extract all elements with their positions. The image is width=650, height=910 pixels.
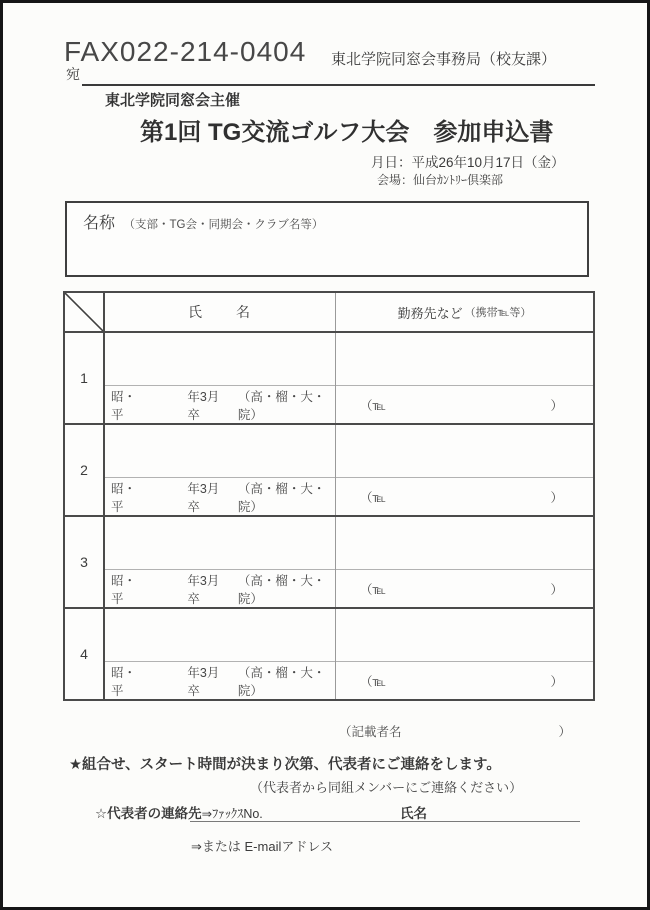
member-row (65, 515, 593, 607)
workplace-cell (336, 609, 593, 699)
workplace-cell (336, 333, 593, 423)
workplace-cell (336, 425, 593, 515)
name-entry-area (105, 609, 335, 662)
name-cell (105, 609, 336, 699)
era-options: 昭・平 (111, 481, 137, 514)
name-cell (105, 333, 336, 423)
tel-field: （℡ ） (360, 582, 563, 597)
row-number: 1 (65, 333, 105, 423)
fax-no-label: ⇒ﾌｧｯｸｽNo. (201, 807, 263, 821)
addressee-label: 宛 (66, 66, 80, 82)
members-table (63, 291, 595, 701)
school-options: （高・榴・大・院） (237, 389, 326, 422)
email-label: ⇒または E-mailアドレス (191, 839, 333, 854)
workplace-entry-area (336, 609, 593, 662)
diagonal-cell (65, 293, 105, 331)
rep-contact-label: ☆代表者の連絡先⇒ﾌｧｯｸｽNo. (95, 806, 263, 821)
note-members: （代表者から同組メンバーにご連絡ください） (250, 780, 523, 795)
group-name-sublabel: （支部・TG会・同期会・クラブ名等） (123, 219, 324, 231)
fax-office-label: 東北学院同窓会事務局（校友課） (331, 51, 557, 68)
tel-field: （℡ ） (360, 490, 563, 505)
addressee-underline (82, 65, 595, 86)
school-options: （高・榴・大・院） (237, 481, 326, 514)
era-options: 昭・平 (111, 665, 137, 698)
diagonal-line (65, 293, 103, 331)
column-header-name: 氏 名 (105, 293, 336, 331)
grad-year-label: 年3月卒 (187, 481, 220, 514)
contact-underline (190, 821, 580, 822)
row-number: 3 (65, 517, 105, 607)
note-contact: ★組合せ、スタート時間が決まり次第、代表者にご連絡をします。 (69, 757, 501, 773)
table-header-row (65, 293, 593, 331)
event-venue: 会場：仙台ｶﾝﾄﾘｰ倶楽部 (377, 173, 504, 187)
row-number: 2 (65, 425, 105, 515)
writer-name-field: （記載者名 ） (339, 725, 571, 739)
group-name-label: 名称 (83, 215, 116, 232)
grad-year-label: 年3月卒 (187, 665, 220, 698)
fax-number: FAX022-214-0404 (64, 36, 307, 67)
era-options: 昭・平 (111, 389, 137, 422)
workplace-entry-area (336, 425, 593, 478)
school-options: （高・榴・大・院） (237, 665, 326, 698)
member-row (65, 607, 593, 699)
school-options: （高・榴・大・院） (237, 573, 326, 606)
grad-info (105, 478, 335, 515)
member-row (65, 331, 593, 423)
grad-year-label: 年3月卒 (187, 389, 220, 422)
tel-field: （℡ ） (360, 398, 563, 413)
rep-name-label: 氏名 (400, 806, 427, 821)
workplace-entry-area (336, 517, 593, 570)
name-entry-area (105, 333, 335, 386)
era-options: 昭・平 (111, 573, 137, 606)
workplace-cell (336, 517, 593, 607)
group-name-box (65, 201, 589, 277)
row-number: 4 (65, 609, 105, 699)
tel-field: （℡ ） (360, 674, 563, 689)
column-header-workplace: 勤務先など （携帯℡等） (397, 305, 532, 321)
grad-info (105, 386, 335, 423)
event-date: 月日：平成26年10月17日（金） (371, 155, 565, 170)
member-row (65, 423, 593, 515)
workplace-entry-area (336, 333, 593, 386)
grad-info (105, 570, 335, 607)
form-title: 第1回 TG交流ゴルフ大会 参加申込書 (140, 119, 554, 146)
name-cell (105, 425, 336, 515)
name-cell (105, 517, 336, 607)
grad-year-label: 年3月卒 (187, 573, 220, 606)
name-entry-area (105, 517, 335, 570)
name-entry-area (105, 425, 335, 478)
grad-info (105, 662, 335, 699)
organizer-label: 東北学院同窓会主催 (105, 92, 241, 109)
